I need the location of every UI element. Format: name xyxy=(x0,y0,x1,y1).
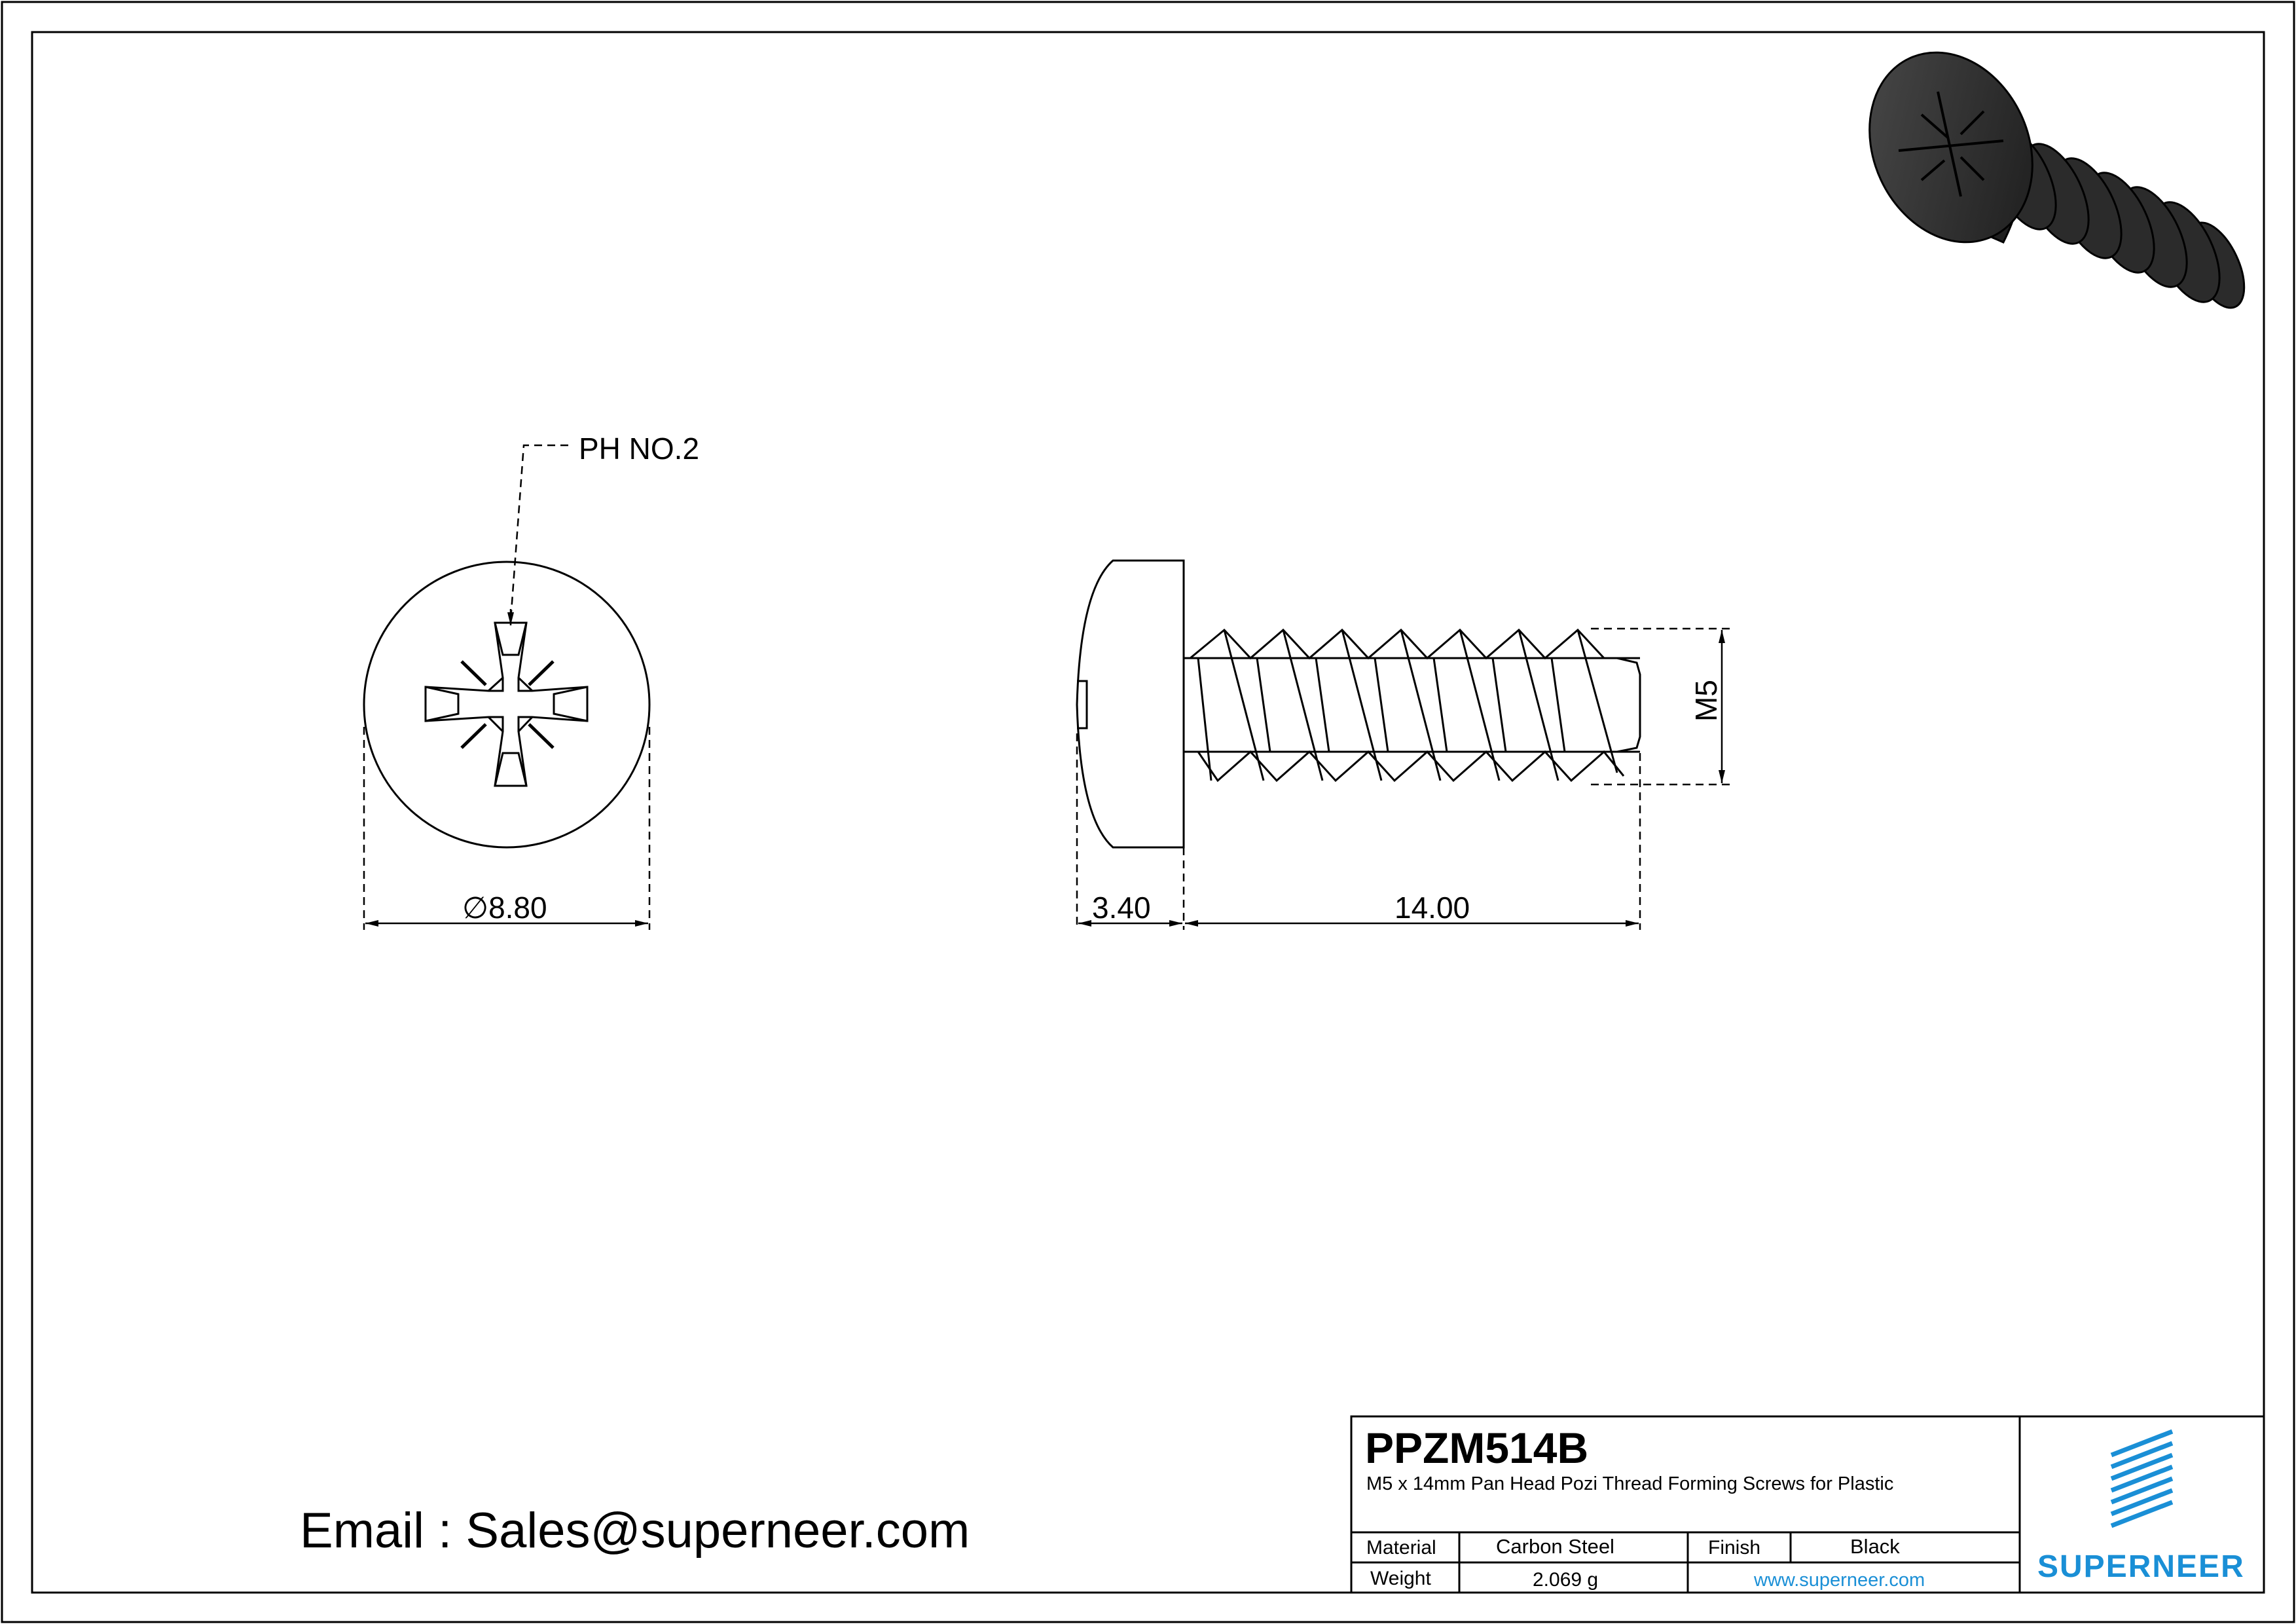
length-callout: 14.00 xyxy=(1394,891,1470,925)
finish-value: Black xyxy=(1850,1535,1900,1558)
brand-name: SUPERNEER xyxy=(2037,1549,2245,1584)
outer-border xyxy=(2,2,2294,1622)
drive-callout: PH NO.2 xyxy=(579,432,700,466)
thread-crests xyxy=(1190,630,1624,781)
pozi-inner-lines xyxy=(426,623,587,786)
head-height-callout: 3.40 xyxy=(1092,891,1151,925)
material-label: Material xyxy=(1366,1537,1436,1559)
weight-value: 2.069 g xyxy=(1533,1569,1599,1591)
side-view xyxy=(1077,561,1735,930)
pozi-ticks xyxy=(462,661,553,748)
weight-label: Weight xyxy=(1370,1568,1431,1589)
part-description: M5 x 14mm Pan Head Pozi Thread Forming Screws for Plastic xyxy=(1366,1473,1894,1494)
part-number: PPZM514B xyxy=(1365,1424,1589,1472)
screw-3d-render xyxy=(1840,26,2256,316)
head-profile xyxy=(1077,561,1184,847)
head-outline xyxy=(364,562,649,847)
screw-tip xyxy=(1617,658,1640,752)
pozi-recess xyxy=(426,623,587,786)
superneer-stripes-logo xyxy=(2111,1431,2172,1526)
thread-callout: M5 xyxy=(1689,680,1723,722)
top-view xyxy=(364,445,649,930)
contact-email: Email : Sales@superneer.com xyxy=(300,1503,970,1559)
drive-leader xyxy=(511,445,568,620)
inner-border xyxy=(32,32,2264,1593)
finish-label: Finish xyxy=(1708,1537,1761,1559)
diameter-callout: ∅8.80 xyxy=(462,891,547,925)
material-value: Carbon Steel xyxy=(1496,1535,1614,1558)
website-link[interactable]: www.superneer.com xyxy=(1754,1570,1925,1591)
